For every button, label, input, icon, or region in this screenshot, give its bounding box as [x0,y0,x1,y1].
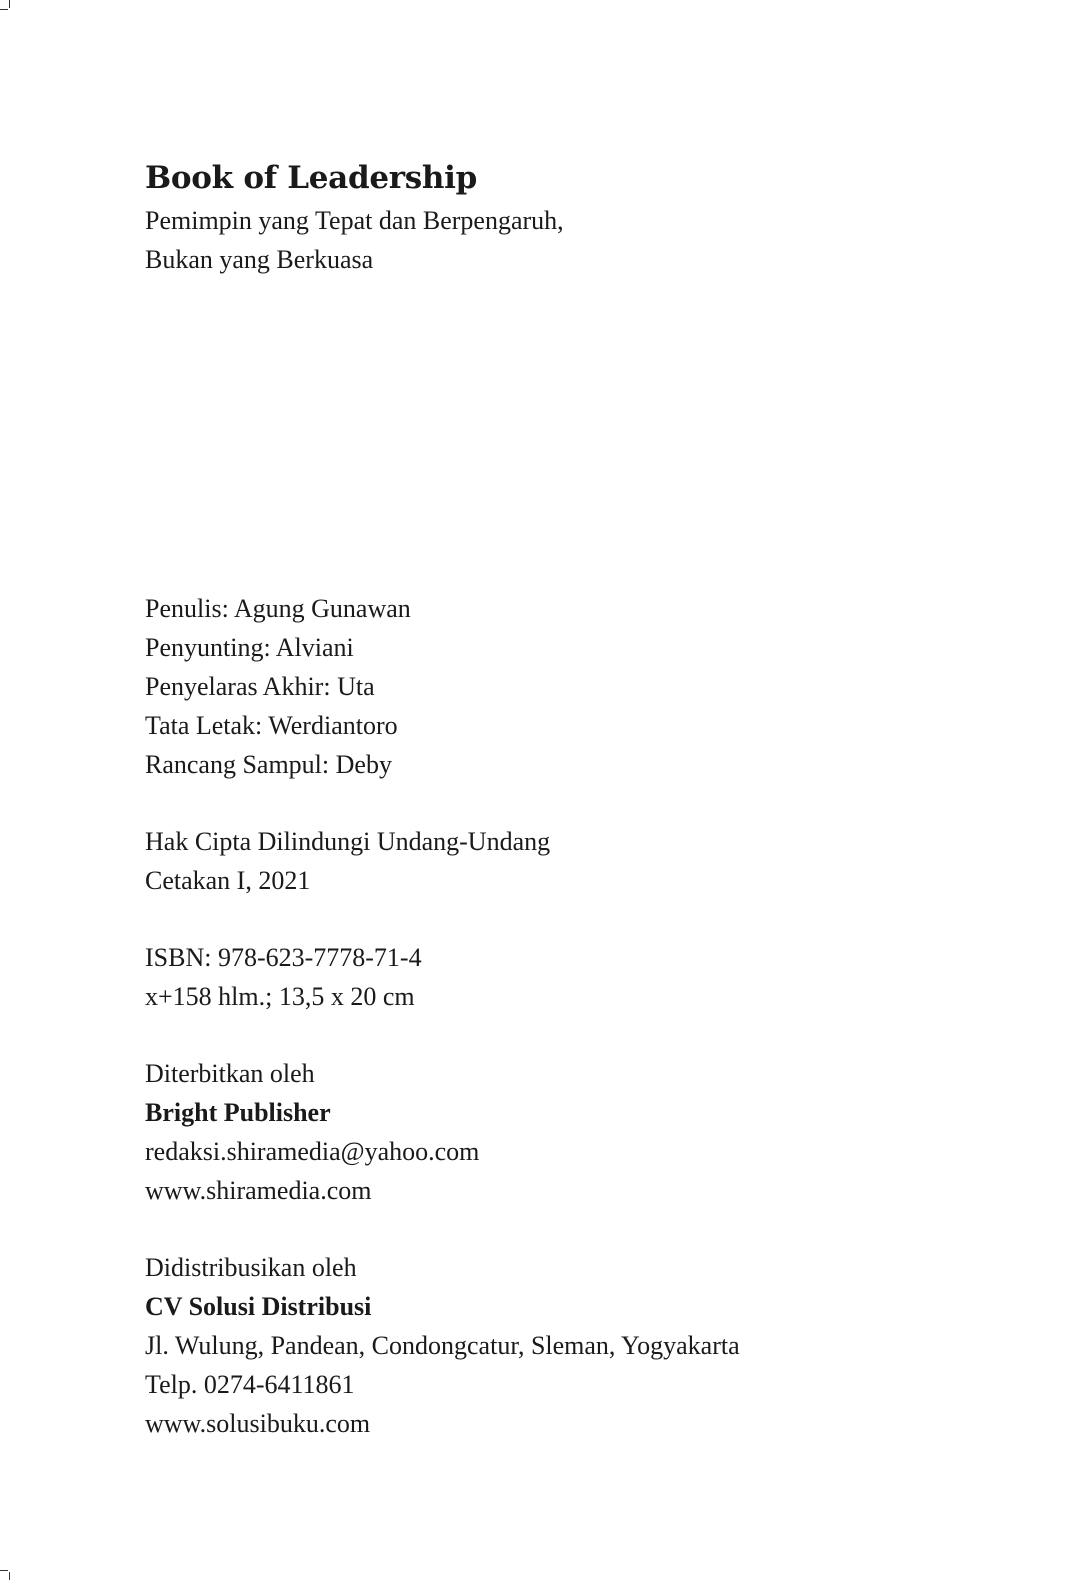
publisher-label: Diterbitkan oleh [145,1059,315,1088]
section-spacer [145,1016,1005,1054]
crop-mark-top-left-vertical [9,0,10,8]
book-subtitle-line-1: Pemimpin yang Tepat dan Berpengaruh, [145,206,564,235]
crop-mark-bottom-left-vertical [9,1572,10,1580]
isbn-number: ISBN: 978-623-7778-71-4 [145,943,422,972]
isbn-section [145,938,1005,1016]
distributor-website: www.solusibuku.com [145,1409,371,1438]
distributor-label: Didistribusikan oleh [145,1253,357,1282]
title-block [145,155,965,279]
distributor-phone: Telp. 0274-6411861 [145,1370,355,1399]
publisher-email: redaksi.shiramedia@yahoo.com [145,1137,480,1166]
distributor-section [145,1248,1005,1443]
copyright-notice: Hak Cipta Dilindungi Undang-Undang [145,827,551,856]
colophon [145,589,1005,1443]
publisher-section [145,1054,1005,1210]
book-subtitle-line-2: Bukan yang Berkuasa [145,245,374,274]
book-title: Book of Leadership [145,160,478,196]
publisher-name: Bright Publisher [145,1098,331,1127]
crop-mark-top-left-horizontal [0,9,8,10]
cover-design-credit: Rancang Sampul: Deby [145,750,392,779]
crop-mark-bottom-left-horizontal [0,1570,8,1571]
section-spacer [145,1210,1005,1248]
section-spacer [145,900,1005,938]
credits-section [145,589,1005,784]
rights-section [145,822,1005,900]
distributor-address: Jl. Wulung, Pandean, Condongcatur, Sleman, Yogyakarta [145,1331,740,1360]
printing-edition: Cetakan I, 2021 [145,866,311,895]
editor-credit: Penyunting: Alviani [145,633,354,662]
page-dimensions: x+158 hlm.; 13,5 x 20 cm [145,982,415,1011]
publisher-website: www.shiramedia.com [145,1176,372,1205]
layout-credit: Tata Letak: Werdiantoro [145,711,398,740]
writer-credit: Penulis: Agung Gunawan [145,594,411,623]
distributor-name: CV Solusi Distribusi [145,1292,372,1321]
final-aligner-credit: Penyelaras Akhir: Uta [145,672,375,701]
section-spacer [145,784,1005,822]
